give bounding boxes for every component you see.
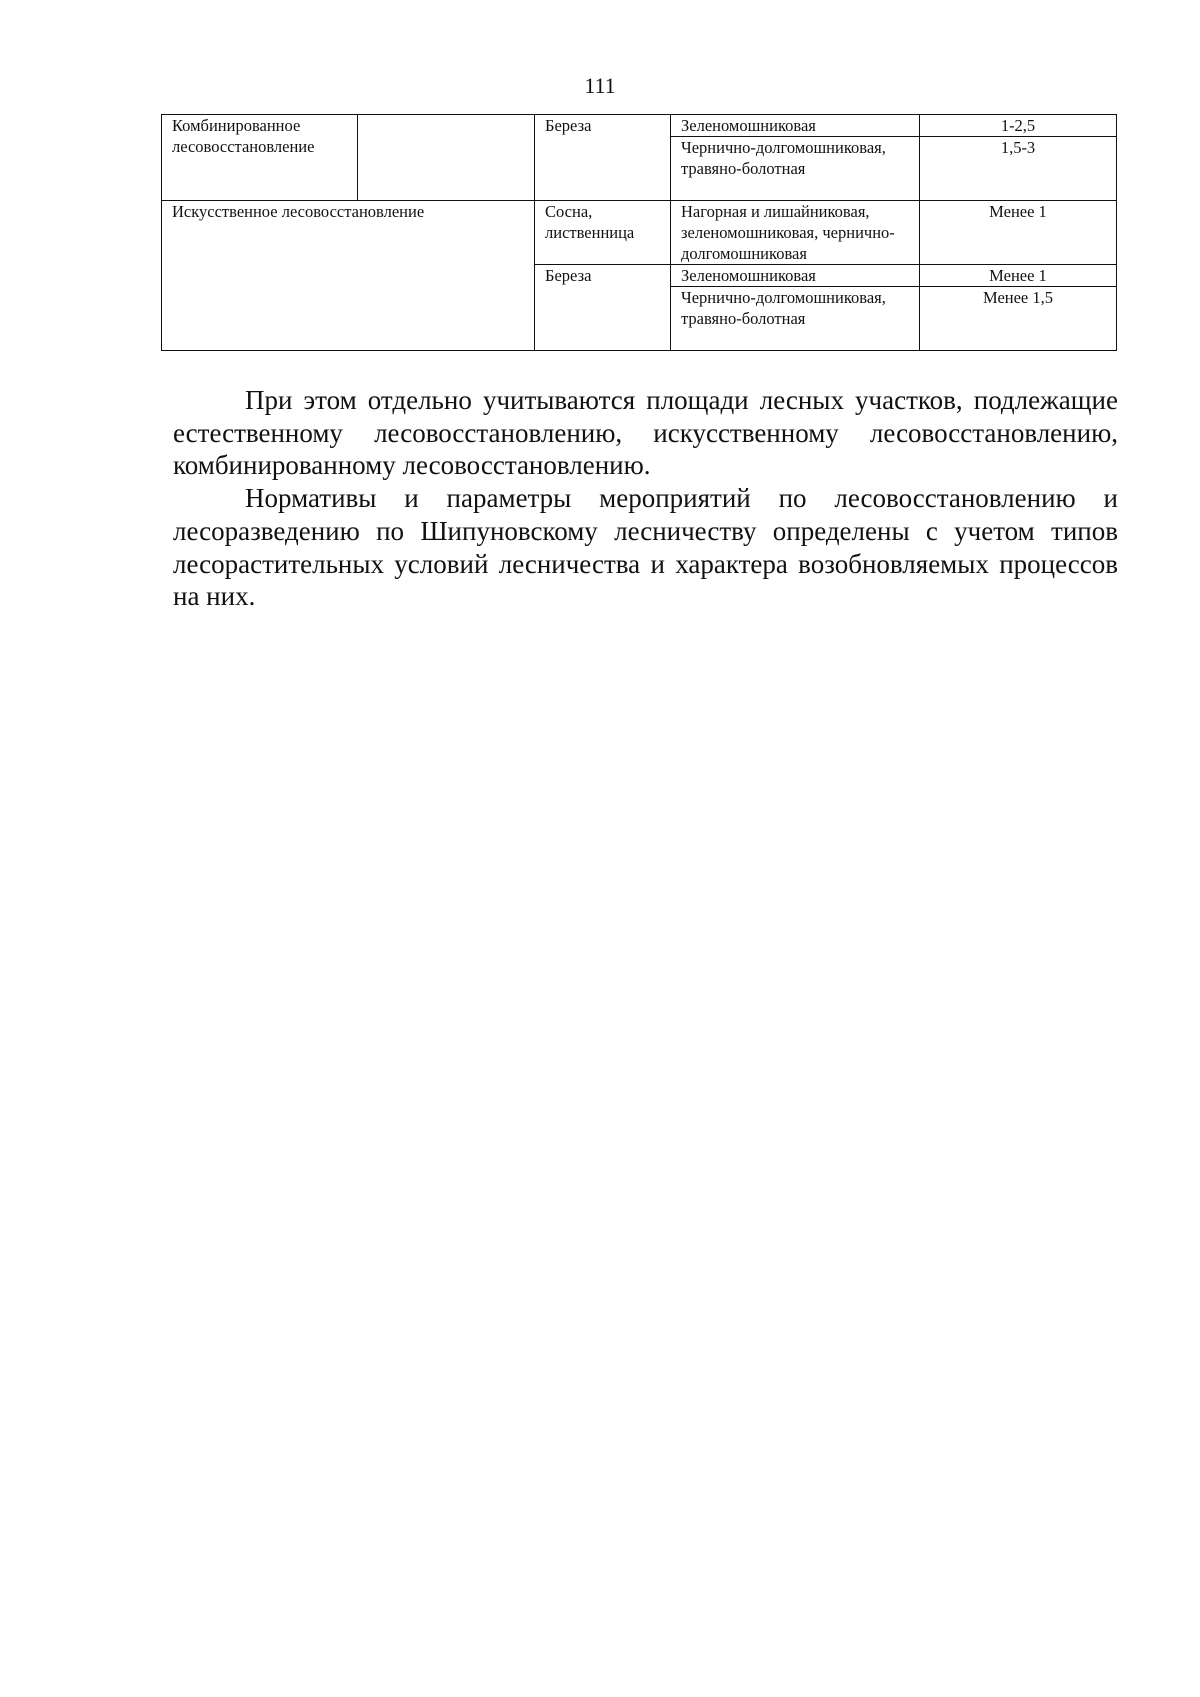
paragraph: При этом отдельно учитываются площади лесных участков, подлежащие естественному лесовосстановлению, искусственному лесовосстановлению, комбинированному лесовосстановлению. (173, 385, 1118, 481)
body-text (173, 384, 1118, 613)
forest-type-cell: Чернично-долгомошниковая, травяно-болотная (671, 287, 920, 351)
forest-type-cell: Зеленомошниковая (671, 265, 920, 287)
value-cell: Менее 1 (920, 265, 1117, 287)
paragraph: Нормативы и параметры мероприятий по лесовосстановлению и лесоразведению по Шипуновскому лесничеству определены с учетом типов лесорастительных условий лесничества и характера возобновляемых процессов на них. (173, 483, 1118, 612)
species-cell: Береза (535, 115, 671, 201)
species-cell: Сосна, лиственница (535, 201, 671, 265)
table-row (162, 201, 1117, 265)
forest-type-cell: Зеленомошниковая (671, 115, 920, 137)
empty-cell (358, 115, 535, 201)
method-cell: Комбинированное лесовосстановление (162, 115, 358, 201)
value-cell: Менее 1 (920, 201, 1117, 265)
forest-type-cell: Чернично-долгомошниковая, травяно-болотная (671, 137, 920, 201)
method-cell: Искусственное лесовосстановление (162, 201, 535, 351)
forest-type-cell: Нагорная и лишайниковая, зеленомошниковая, чернично-долгомошниковая (671, 201, 920, 265)
reforestation-norms-table (161, 114, 1117, 351)
value-cell: 1,5-3 (920, 137, 1117, 201)
page-number: 111 (584, 73, 616, 98)
species-cell: Береза (535, 265, 671, 351)
table-row (162, 115, 1117, 137)
value-cell: 1-2,5 (920, 115, 1117, 137)
value-cell: Менее 1,5 (920, 287, 1117, 351)
